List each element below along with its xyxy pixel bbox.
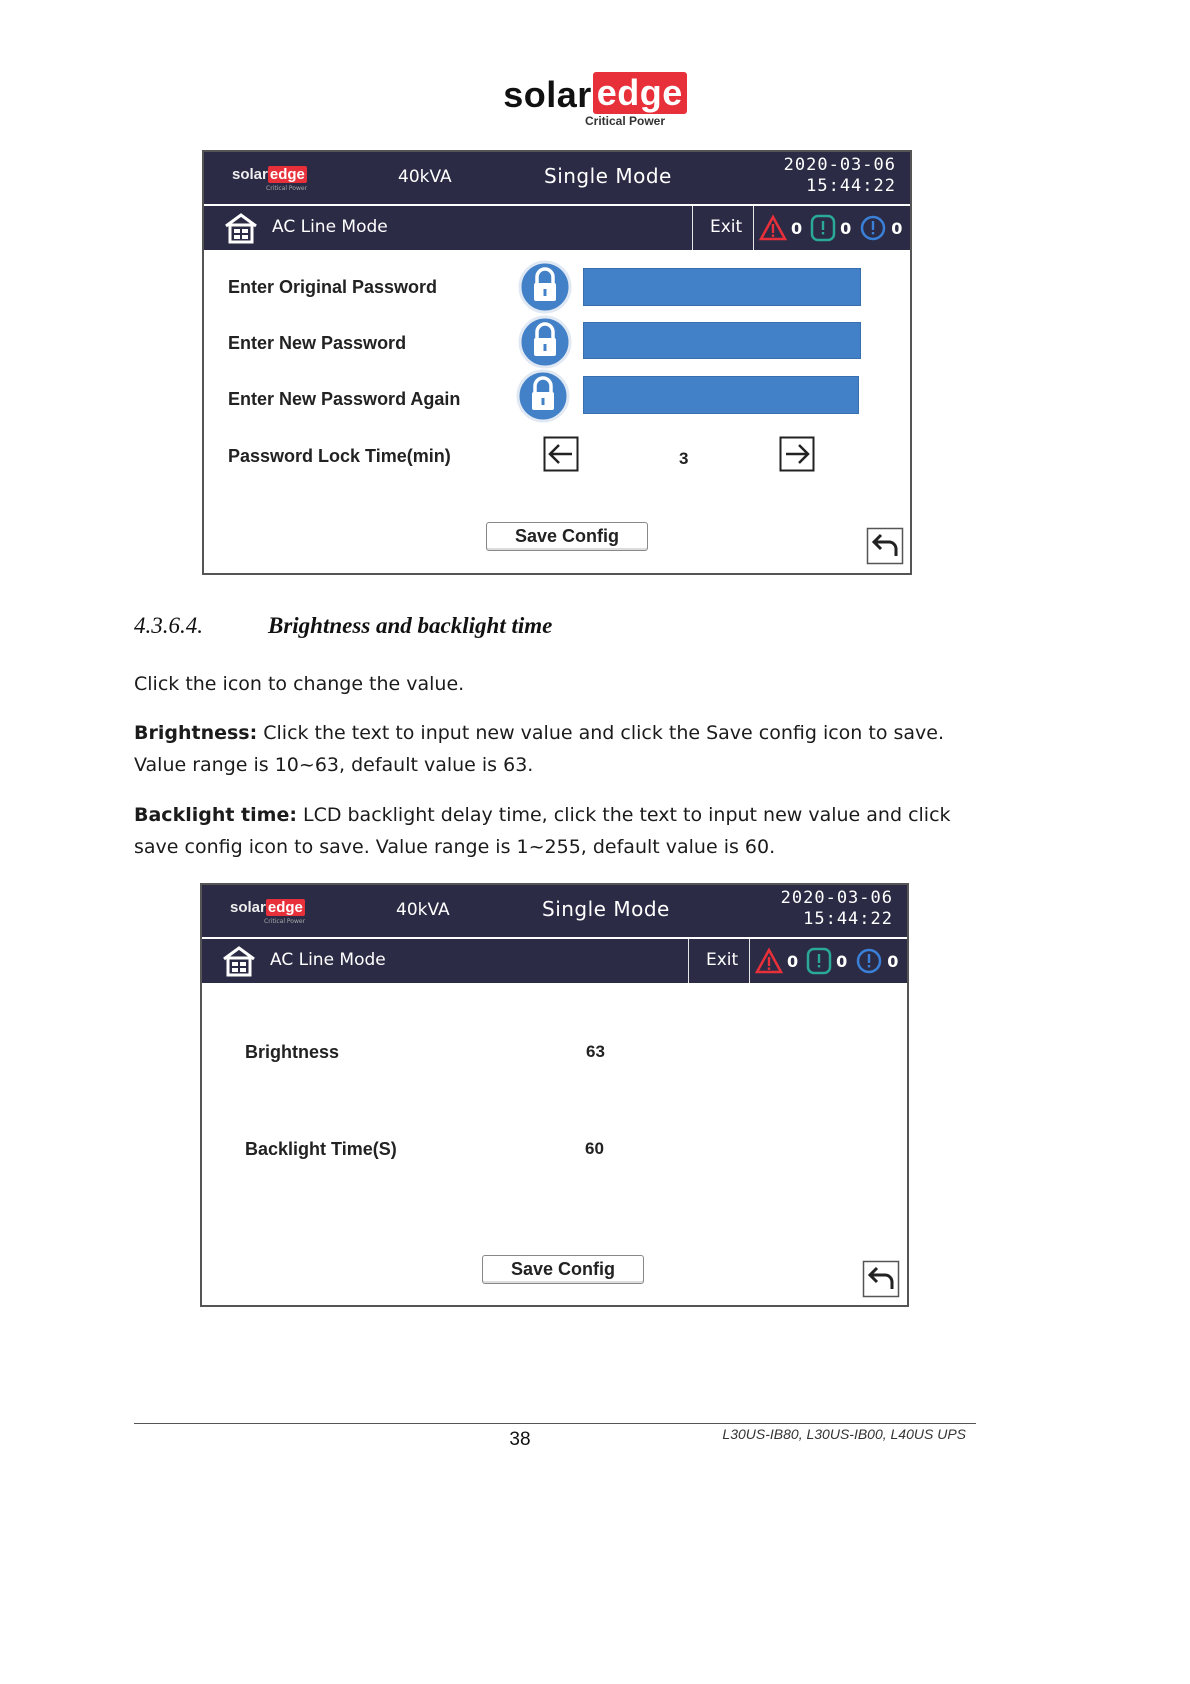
brightness-description: Click the text to input new value and click the Save config icon to save. Value range is 10~63, default value is 63. [134, 722, 945, 776]
decrease-arrow-button[interactable] [543, 436, 579, 472]
solaredge-logo [0, 74, 1190, 128]
lock-time-label: Password Lock Time(min) [228, 446, 451, 466]
lock-icon [518, 315, 572, 369]
divider [688, 939, 689, 983]
operating-mode: Single Mode [542, 897, 670, 921]
alarm-triangle-icon [755, 947, 783, 975]
warning-count: 0 [836, 951, 848, 971]
intro-paragraph: Click the icon to change the value. [134, 673, 465, 695]
sub-title: AC Line Mode [272, 217, 388, 237]
date-text: 2020-03-06 [780, 888, 893, 908]
sub-header [202, 939, 907, 983]
mini-logo-tagline: Critical Power [266, 185, 308, 192]
section-title: Brightness and backlight time [268, 613, 553, 638]
brightness-settings-screen [200, 883, 909, 1307]
operating-mode: Single Mode [544, 164, 672, 188]
divider [753, 206, 754, 250]
footer-divider [134, 1423, 976, 1424]
footer-models: L30US-IB80, L30US-IB00, L40US UPS [722, 1426, 966, 1442]
password-settings-screen [202, 150, 912, 575]
lock-icon [518, 260, 572, 314]
mini-logo: solar edge [232, 166, 305, 183]
lock-time-value[interactable]: 3 [679, 449, 689, 468]
backlight-time-label: Backlight Time(S) [245, 1139, 397, 1159]
logo-brand-right: edge [593, 72, 687, 114]
info-icon [859, 214, 887, 242]
alarm-count: 0 [791, 218, 803, 238]
backlight-paragraph [134, 799, 964, 863]
warning-icon [810, 214, 836, 242]
save-config-button[interactable]: Save Config [482, 1255, 644, 1284]
new-password-input[interactable] [583, 322, 861, 359]
sub-title: AC Line Mode [270, 950, 386, 970]
kva-rating: 40kVA [396, 900, 450, 920]
section-number: 4.3.6.4. [134, 613, 203, 638]
new-password-again-label: Enter New Password Again [228, 389, 461, 409]
original-password-input[interactable] [583, 268, 861, 306]
alarm-count: 0 [787, 951, 799, 971]
original-password-label: Enter Original Password [228, 277, 438, 297]
exit-button[interactable]: Exit [706, 950, 739, 970]
home-icon[interactable] [222, 945, 256, 977]
backlight-time-value[interactable]: 60 [585, 1139, 604, 1158]
brightness-paragraph [134, 717, 964, 781]
exit-button[interactable]: Exit [710, 217, 743, 237]
divider [749, 939, 750, 983]
datetime-display [781, 888, 893, 930]
back-arrow-icon[interactable] [866, 527, 904, 565]
logo-tagline: Critical Power [584, 114, 666, 128]
brightness-term: Brightness: [134, 722, 258, 744]
logo-brand-left: solar [503, 74, 592, 115]
info-count: 0 [887, 951, 899, 971]
brightness-value[interactable]: 63 [586, 1042, 605, 1061]
increase-arrow-button[interactable] [779, 436, 815, 472]
status-header [202, 885, 907, 937]
info-count: 0 [891, 218, 903, 238]
mini-logo-tagline: Critical Power [264, 918, 306, 925]
page-number: 38 [509, 1429, 531, 1450]
datetime-display [784, 155, 896, 197]
save-config-button[interactable]: Save Config [486, 522, 648, 551]
brightness-label: Brightness [245, 1042, 340, 1062]
backlight-description: LCD backlight delay time, click the text to input new value and click save config icon to save. Value range is 1~255, default value is 60. [134, 804, 951, 858]
divider [692, 206, 693, 250]
status-header [204, 152, 910, 204]
backlight-term: Backlight time: [134, 804, 297, 826]
kva-rating: 40kVA [398, 167, 452, 187]
time-text: 15:44:22 [806, 176, 896, 196]
date-text: 2020-03-06 [783, 155, 896, 175]
warning-count: 0 [840, 218, 852, 238]
alarm-triangle-icon [759, 214, 787, 242]
lock-icon [516, 369, 570, 423]
home-icon[interactable] [224, 212, 258, 244]
mini-logo: solar edge [230, 899, 303, 916]
alert-counters[interactable] [759, 213, 906, 243]
sub-header [204, 206, 910, 250]
back-arrow-icon[interactable] [862, 1260, 900, 1298]
new-password-again-input[interactable] [583, 376, 859, 414]
time-text: 15:44:22 [803, 909, 893, 929]
section-heading [134, 613, 552, 639]
alert-counters[interactable] [755, 946, 902, 976]
info-icon [855, 947, 883, 975]
warning-icon [806, 947, 832, 975]
new-password-label: Enter New Password [228, 333, 407, 353]
